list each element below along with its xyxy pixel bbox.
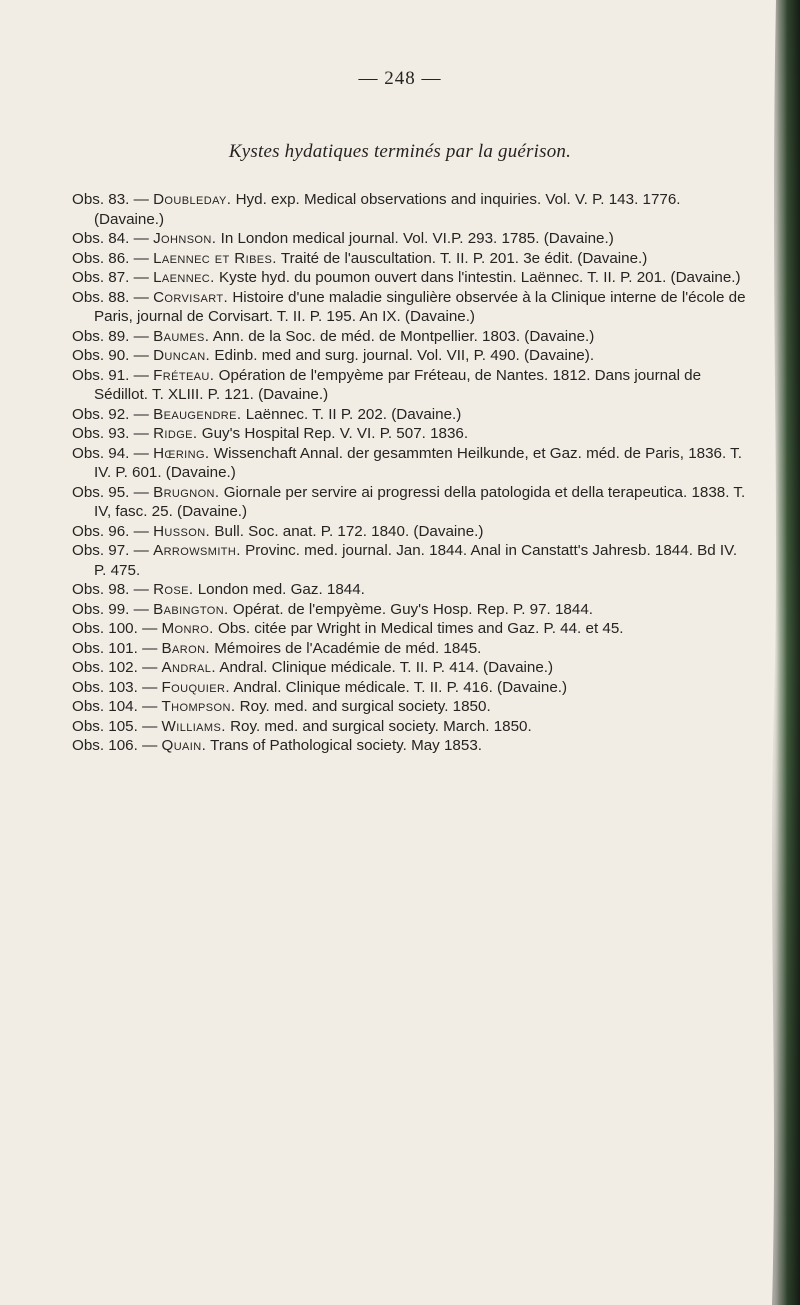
observation-author: Doubleday. <box>153 191 232 208</box>
page-edge-binding <box>758 0 800 1305</box>
observation-author: Arrowsmith. <box>153 542 241 559</box>
observation-text: Mémoires de l'Académie de méd. 1845. <box>214 639 482 657</box>
section-title: Kystes hydatiques terminés par la guérison. <box>228 141 572 162</box>
observation-entry <box>72 405 750 425</box>
observation-text: London med. Gaz. 1844. <box>197 581 365 598</box>
observation-label: Obs. 88. — <box>72 288 149 306</box>
observation-author: Husson. <box>153 522 211 540</box>
observation-author: Thompson. <box>161 698 236 715</box>
observation-label: Obs. 104. — <box>72 698 158 715</box>
observation-entry <box>72 346 750 366</box>
observation-text: Hyd. exp. Medical observations and inquiries. Vol. V. P. 143. 1776. (Davaine.) <box>94 191 681 228</box>
observation-label: Obs. 103. — <box>72 678 158 696</box>
observation-label: Obs. 105. — <box>72 717 158 735</box>
observation-text: Provinc. med. journal. Jan. 1844. Anal in Canstatt's Jahresb. 1844. Bd IV. P. 475. <box>94 542 738 579</box>
observation-entry <box>72 600 750 620</box>
observation-author: Hœring. <box>153 444 210 462</box>
observation-entry <box>72 444 750 483</box>
observation-label: Obs. 91. — <box>72 366 149 384</box>
observation-author: Babington. <box>153 600 229 618</box>
observation-author: Brugnon. <box>153 483 220 501</box>
observation-label: Obs. 89. — <box>72 327 149 345</box>
observation-author: Johnson. <box>153 230 217 247</box>
observation-entry <box>72 697 750 717</box>
observation-label: Obs. 97. — <box>72 542 149 559</box>
observation-author: Beaugendre. <box>153 405 242 423</box>
observation-text: Laënnec. T. II P. 202. (Davaine.) <box>245 405 462 423</box>
observation-entry <box>72 190 750 229</box>
observation-label: Obs. 92. — <box>72 405 149 423</box>
observation-entry <box>72 483 750 522</box>
observation-entry <box>72 678 750 698</box>
observation-text: Traité de l'auscultation. T. II. P. 201. 3e édit. (Davaine.) <box>280 249 648 267</box>
observation-label: Obs. 99. — <box>72 600 149 618</box>
observation-label: Obs. 84. — <box>72 230 149 247</box>
observation-entry <box>72 327 750 347</box>
observation-label: Obs. 94. — <box>72 444 149 462</box>
observation-entry <box>72 268 750 288</box>
observation-entry <box>72 288 750 327</box>
observation-label: Obs. 83. — <box>72 191 149 208</box>
observation-label: Obs. 100. — <box>72 620 158 637</box>
observation-text: In London medical journal. Vol. VI.P. 293. 1785. (Davaine.) <box>220 230 614 247</box>
observation-label: Obs. 95. — <box>72 483 149 501</box>
observation-entry <box>72 541 750 580</box>
observation-label: Obs. 86. — <box>72 249 149 267</box>
observation-text: Trans of Pathological society. May 1853. <box>210 737 482 754</box>
observation-author: Monro. <box>161 620 214 637</box>
observation-text: Andral. Clinique médicale. T. II. P. 416. (Davaine.) <box>233 678 568 696</box>
observation-list <box>72 190 750 756</box>
observation-label: Obs. 87. — <box>72 269 149 286</box>
observation-text: Histoire d'une maladie singulière observée à la Clinique interne de l'école de Paris, journal de Corvisart. T. II. P. 195. An IX. (Davaine.) <box>94 288 746 325</box>
observation-text: Ann. de la Soc. de méd. de Montpellier. 1803. (Davaine.) <box>212 327 595 345</box>
observation-text: Obs. citée par Wright in Medical times and Gaz. P. 44. et 45. <box>218 620 624 637</box>
observation-entry <box>72 639 750 659</box>
observation-text: Bull. Soc. anat. P. 172. 1840. (Davaine.) <box>214 522 484 540</box>
observation-entry <box>72 366 750 405</box>
observation-author: Laennec et Ribes. <box>153 249 277 267</box>
observation-text: Opération de l'empyème par Fréteau, de Nantes. 1812. Dans journal de Sédillot. T. XLIII. P. 121. (Davaine.) <box>94 366 702 403</box>
observation-entry <box>72 736 750 756</box>
observation-text: Roy. med. and surgical society. March. 1850. <box>230 717 532 735</box>
observation-label: Obs. 106. — <box>72 737 158 754</box>
observation-entry <box>72 424 750 444</box>
observation-entry <box>72 249 750 269</box>
observation-author: Ridge. <box>153 425 198 442</box>
observation-text: Roy. med. and surgical society. 1850. <box>239 698 491 715</box>
observation-author: Duncan. <box>153 347 211 364</box>
observation-text: Giornale per servire ai progressi della patologida et della terapeutica. 1838. T. IV, fasc. 25. (Davaine.) <box>94 483 746 520</box>
observation-label: Obs. 101. — <box>72 639 158 657</box>
observation-author: Williams. <box>161 717 226 735</box>
observation-text: Opérat. de l'empyème. Guy's Hosp. Rep. P. 97. 1844. <box>232 600 593 618</box>
observation-label: Obs. 102. — <box>72 659 158 676</box>
observation-author: Andral. <box>161 659 216 676</box>
observation-author: Fréteau. <box>153 366 215 384</box>
observation-author: Corvisart. <box>153 288 229 306</box>
observation-label: Obs. 93. — <box>72 425 149 442</box>
observation-entry <box>72 522 750 542</box>
observation-author: Quain. <box>161 737 207 754</box>
observation-label: Obs. 96. — <box>72 522 149 540</box>
observation-author: Baumes. <box>153 327 210 345</box>
observation-text: Edinb. med and surg. journal. Vol. VII, P. 490. (Davaine). <box>214 347 595 364</box>
observation-author: Rose. <box>153 581 194 598</box>
observation-label: Obs. 90. — <box>72 347 149 364</box>
observation-text: Kyste hyd. du poumon ouvert dans l'intestin. Laënnec. T. II. P. 201. (Davaine.) <box>219 269 741 286</box>
observation-text: Andral. Clinique médicale. T. II. P. 414. (Davaine.) <box>219 659 554 676</box>
observation-entry <box>72 619 750 639</box>
page-number: — 248 — <box>358 68 442 89</box>
observation-author: Laennec. <box>153 269 215 286</box>
observation-entry <box>72 580 750 600</box>
observation-text: Guy's Hospital Rep. V. VI. P. 507. 1836. <box>201 425 469 442</box>
observation-label: Obs. 98. — <box>72 581 149 598</box>
observation-author: Fouquier. <box>161 678 230 696</box>
observation-entry <box>72 658 750 678</box>
observation-entry <box>72 229 750 249</box>
observation-entry <box>72 717 750 737</box>
observation-author: Baron. <box>161 639 211 657</box>
observation-text: Wissenchaft Annal. der gesammten Heilkunde, et Gaz. méd. de Paris, 1836. T. IV. P. 601. (Davaine.) <box>94 444 742 481</box>
